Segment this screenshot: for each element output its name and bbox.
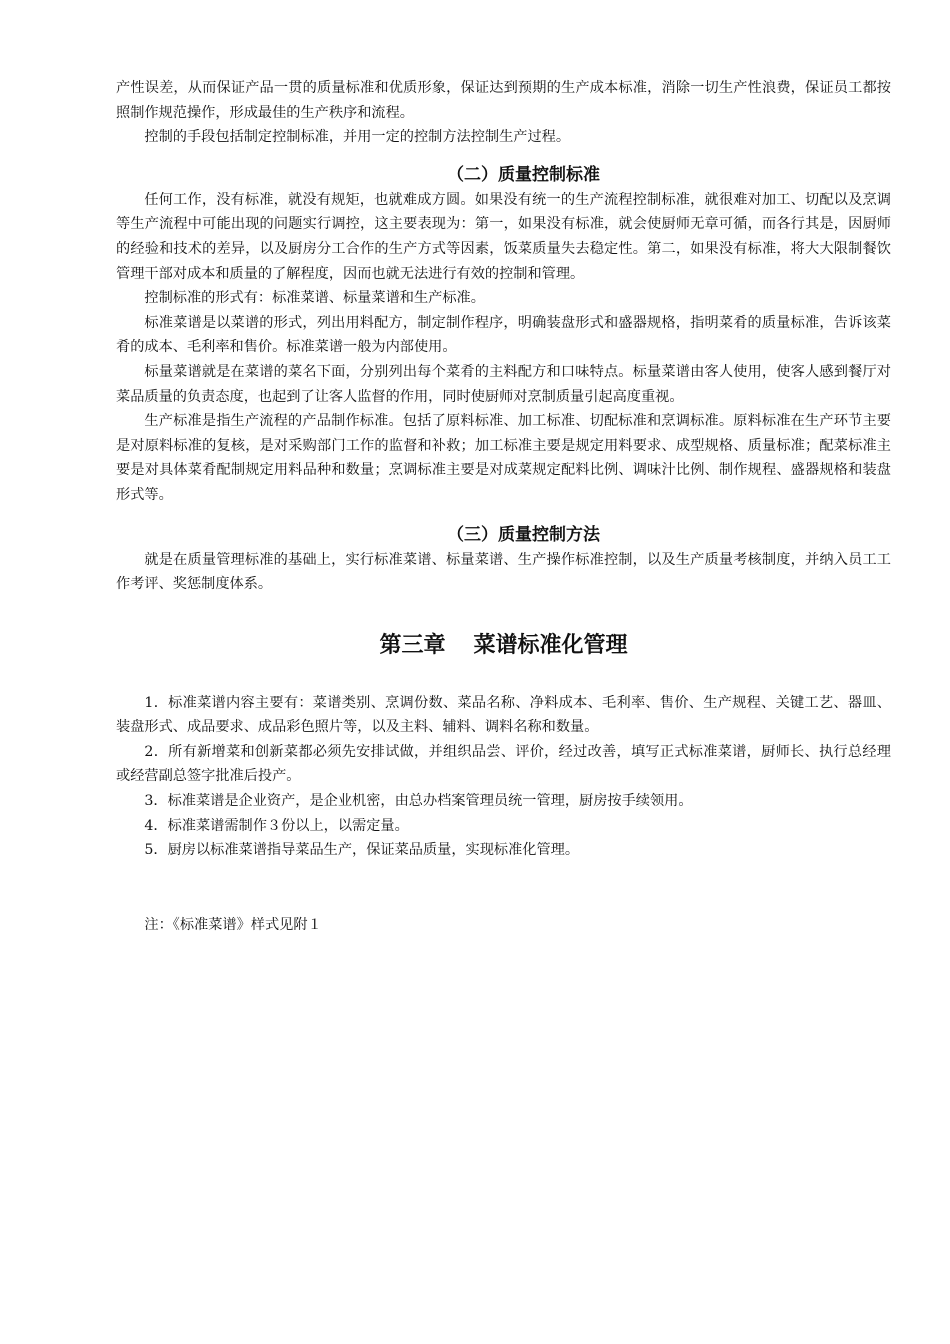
spacer	[116, 150, 891, 162]
intro-paragraph-2: 控制的手段包括制定控制标准，并用一定的控制方法控制生产过程。	[144, 129, 571, 146]
spacer	[116, 508, 891, 522]
chapter-title: 菜谱标准化管理	[473, 632, 628, 658]
section-2-paragraph-3: 标准菜谱是以菜谱的形式，列出用料配方，制定制作程序，明确装盘形式和盛器规格，指明菜肴的质量标准，告诉该菜肴的成本、毛利率和售价。标准菜谱一般为内部使用。	[116, 314, 891, 356]
chapter-number: 第三章	[379, 632, 446, 658]
section-2-paragraph-5: 生产标准是指生产流程的产品制作标准。包括了原料标准、加工标准、切配标准和烹调标准。原料标准在生产环节主要是对原料标准的复核，是对采购部门工作的监督和补救；加工标准主要是规定用料要求、成型规格、质量标准；配菜标准主要是对具体菜肴配制规定用料品种和数量；烹调标准主要是对成菜规定配料比例、调味汁比例、制作规程、盛器规格和装盘形式等。	[116, 413, 891, 503]
section-2-paragraph-4: 标量菜谱就是在菜谱的菜名下面，分别列出每个菜肴的主料配方和口味特点。标量菜谱由客人使用，使客人感到餐厅对菜品质量的负责态度，也起到了让客人监督的作用，同时使厨师对烹制质量引起高度重视。	[116, 363, 891, 405]
chapter-item-4: 4．标准菜谱需制作３份以上，以需定量。	[144, 817, 409, 834]
section-2-paragraph-2: 控制标准的形式有：标准菜谱、标量菜谱和生产标准。	[144, 290, 485, 307]
chapter-item-3: 3．标准菜谱是企业资产，是企业机密，由总办档案管理员统一管理，厨房按手续领用。	[144, 793, 693, 810]
appendix-note: 注：《标准菜谱》样式见附１	[144, 916, 322, 933]
document-body	[116, 76, 891, 937]
section-3-paragraph-1: 就是在质量管理标准的基础上，实行标准菜谱、标量菜谱、生产操作标准控制，以及生产质量考核制度，并纳入员工工作考评、奖惩制度体系。	[116, 551, 891, 593]
chapter-heading	[116, 597, 891, 691]
chapter-item-2: 2．所有新增菜和创新菜都必须先安排试做，并组织品尝、评价，经过改善，填写正式标准菜谱，厨师长、执行总经理或经营副总签字批准后投产。	[116, 743, 891, 785]
section-2-title: （二）质量控制标准	[447, 164, 600, 185]
intro-paragraph-1: 产性误差，从而保证产品一贯的质量标准和优质形象，保证达到预期的生产成本标准，消除一切生产性浪费，保证员工都按照制作规范操作，形成最佳的生产秩序和流程。	[116, 80, 891, 121]
chapter-item-5: 5．厨房以标准菜谱指导菜品生产，保证菜品质量，实现标准化管理。	[144, 842, 580, 859]
chapter-item-1: 1．标准菜谱内容主要有：菜谱类别、烹调份数、菜品名称、净料成本、毛利率、售价、生产规程、关键工艺、器皿、装盘形式、成品要求、成品彩色照片等，以及主料、辅料、调料名称和数量。	[116, 694, 891, 736]
section-2-paragraph-1: 任何工作，没有标准，就没有规矩，也就难成方圆。如果没有统一的生产流程控制标准，就很难对加工、切配以及烹调等生产流程中可能出现的问题实行调控，这主要表现为：第一，如果没有标准，就会使厨师无章可循，而各行其是，因厨师的经验和技术的差异，以及厨房分工合作的生产方式等因素，饭菜质量失去稳定性。第二，如果没有标准，将大大限制餐饮管理干部对成本和质量的了解程度，因而也就无法进行有效的控制和管理。	[116, 191, 891, 282]
section-3-title: （三）质量控制方法	[447, 524, 600, 545]
